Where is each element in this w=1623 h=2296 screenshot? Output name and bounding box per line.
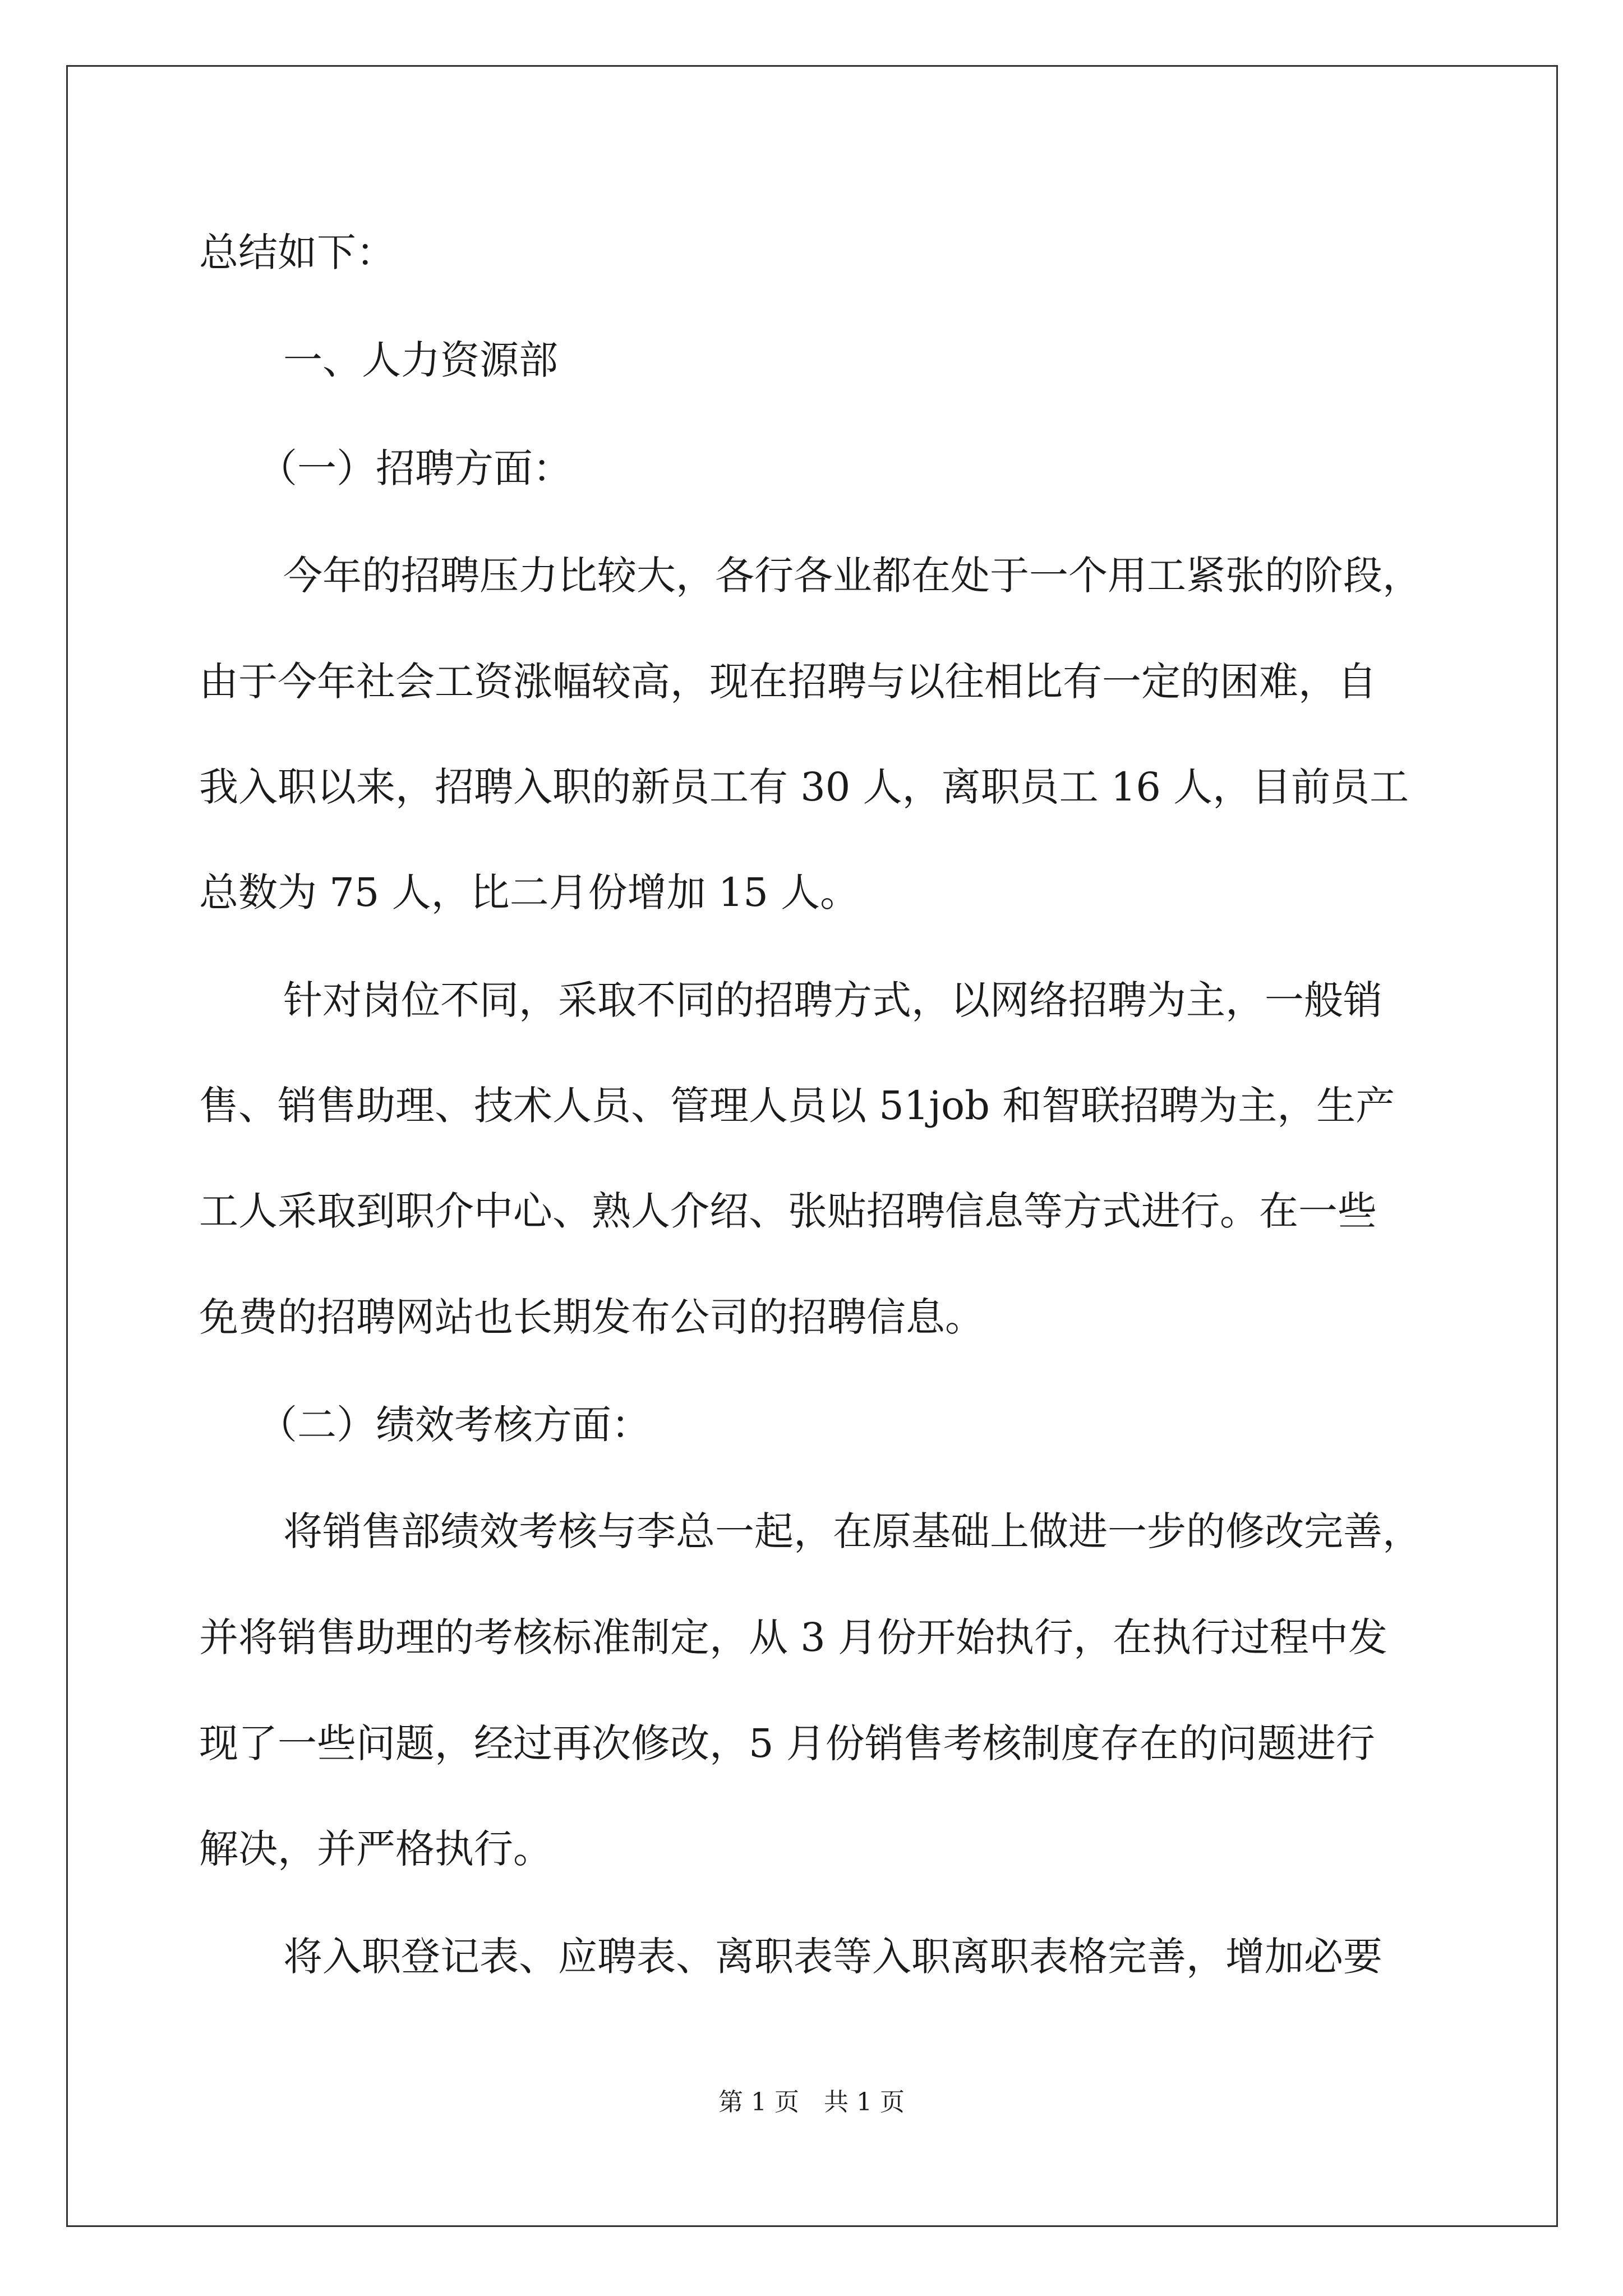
- text-line: 由于今年社会工资涨幅较高，现在招聘与以往相比有一定的困难，自: [199, 659, 1377, 705]
- subsection-heading: （一）招聘方面：: [258, 445, 572, 491]
- page-border: [66, 65, 1558, 2227]
- text-line: 将入职登记表、应聘表、离职表等入职离职表格完善，增加必要: [283, 1934, 1382, 1980]
- text-line: 我入职以来，招聘入职的新员工有 30 人，离职员工 16 人，目前员工: [199, 764, 1409, 810]
- text-line: 免费的招聘网站也长期发布公司的招聘信息。: [199, 1294, 984, 1340]
- text-line: 现了一些问题，经过再次修改，5 月份销售考核制度存在的问题进行: [199, 1720, 1375, 1766]
- text-line: 将销售部绩效考核与李总一起，在原基础上做进一步的修改完善，: [283, 1508, 1422, 1554]
- text-line: 针对岗位不同，采取不同的招聘方式，以网络招聘为主，一般销: [283, 977, 1382, 1023]
- text-line: 工人采取到职介中心、熟人介绍、张贴招聘信息等方式进行。在一些: [199, 1188, 1377, 1234]
- text-line: 总数为 75 人，比二月份增加 15 人。: [199, 869, 860, 915]
- page-footer: 第 1 页 共 1 页: [718, 2088, 905, 2116]
- text-line: 并将销售助理的考核标准制定，从 3 月份开始执行，在执行过程中发: [199, 1614, 1388, 1660]
- text-line: 解决，并严格执行。: [199, 1826, 552, 1872]
- section-heading: 一、人力资源部: [283, 337, 558, 383]
- text-line: 总结如下：: [199, 229, 395, 275]
- text-line: 今年的招聘压力比较大，各行各业都在处于一个用工紧张的阶段，: [283, 553, 1422, 599]
- subsection-heading: （二）绩效考核方面：: [258, 1402, 651, 1448]
- text-line: 售、销售助理、技术人员、管理人员以 51job 和智联招聘为主，生产: [199, 1083, 1395, 1129]
